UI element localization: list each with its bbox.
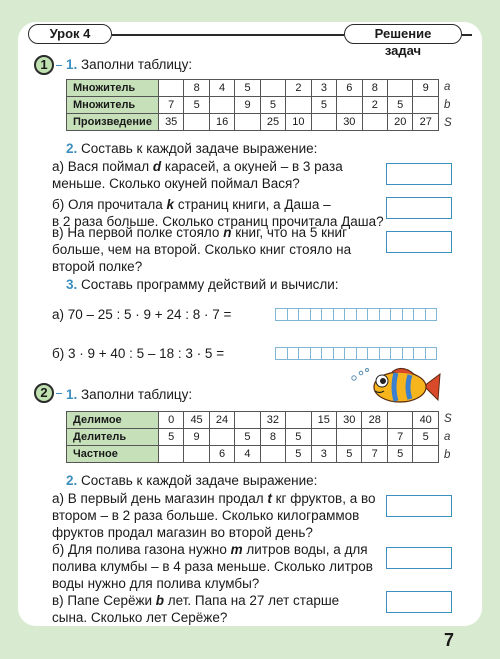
empty-cell[interactable]: [158, 80, 183, 97]
table-cell: 5: [286, 446, 311, 463]
table-cell: 0: [158, 412, 183, 429]
row-label: Частное: [67, 446, 159, 463]
empty-cell[interactable]: [260, 446, 285, 463]
empty-cell[interactable]: [286, 412, 311, 429]
table-cell: 5: [387, 97, 412, 114]
table-cell: 5: [387, 446, 412, 463]
empty-cell[interactable]: [209, 429, 234, 446]
row-suffix: S: [444, 413, 452, 425]
table-cell: 24: [209, 412, 234, 429]
table-cell: 9: [235, 97, 260, 114]
table-cell: 5: [413, 429, 439, 446]
empty-cell[interactable]: [235, 114, 260, 131]
table-cell: 5: [158, 429, 183, 446]
empty-cell[interactable]: [184, 446, 209, 463]
table-cell: 35: [158, 114, 183, 131]
fish-illustration: [348, 366, 442, 410]
empty-cell[interactable]: [311, 114, 336, 131]
row-label: Делимое: [67, 412, 159, 429]
table-cell: 9: [413, 80, 439, 97]
answer-grid-b[interactable]: [275, 347, 436, 360]
multiplication-table: [66, 79, 439, 131]
division-table: [66, 411, 439, 463]
row-suffix: a: [444, 431, 451, 443]
empty-cell[interactable]: [184, 114, 209, 131]
table-cell: 7: [158, 97, 183, 114]
answer-box-2a[interactable]: [386, 495, 452, 517]
table-cell: 2: [286, 80, 311, 97]
table-cell: 7: [362, 446, 387, 463]
table-cell: 7: [387, 429, 412, 446]
row-suffix: a: [444, 81, 451, 93]
answer-box-2c[interactable]: [386, 591, 452, 613]
table-cell: 28: [362, 412, 387, 429]
answer-box-1a[interactable]: [386, 163, 452, 185]
lesson-label: Урок 4: [28, 24, 112, 44]
table-cell: 16: [209, 114, 234, 131]
table-cell: 9: [184, 429, 209, 446]
sec2-problem-a: а) В первый день магазин продал t кг фруктов, а во втором – в 2 раза больше. Сколько килограммов фруктов продал магазин во второй день?: [52, 491, 376, 540]
grid-cell[interactable]: [425, 347, 438, 360]
page-number: 7: [444, 630, 455, 650]
table-cell: 10: [286, 114, 311, 131]
empty-cell[interactable]: [209, 97, 234, 114]
sec1-problem-a: а) Вася поймал d карасей, а окуней – в 3 раза меньше. Сколько окуней поймал Вася?: [52, 159, 343, 191]
row-label: Множитель: [67, 80, 159, 97]
table-cell: 3: [311, 80, 336, 97]
table-cell: 25: [260, 114, 285, 131]
empty-cell[interactable]: [362, 114, 387, 131]
table-cell: 5: [260, 97, 285, 114]
table-cell: 40: [413, 412, 439, 429]
table-cell: 3: [311, 446, 336, 463]
header-rule-end: [462, 34, 472, 36]
answer-box-1c[interactable]: [386, 231, 452, 253]
sec1-problem-b: б) Оля прочитала k страниц книги, а Даша – в 2 раза больше. Сколько страниц прочитала Даша?: [52, 197, 384, 229]
table-cell: 2: [362, 97, 387, 114]
table-cell: 8: [184, 80, 209, 97]
empty-cell[interactable]: [158, 446, 183, 463]
table-cell: 30: [337, 114, 362, 131]
empty-cell[interactable]: [235, 412, 260, 429]
table-row: [67, 80, 439, 97]
row-suffix: b: [444, 449, 451, 461]
section-2-dash: [56, 393, 62, 394]
sec1-task1-title: 1. Заполни таблицу:: [66, 57, 193, 72]
expression-a: а) 70 – 25 : 5 · 9 + 24 : 8 · 7 =: [52, 307, 232, 322]
table-cell: 15: [311, 412, 336, 429]
row-suffix: b: [444, 99, 451, 111]
table-cell: 8: [260, 429, 285, 446]
answer-box-1b[interactable]: [386, 197, 452, 219]
table-cell: 5: [286, 429, 311, 446]
table-cell: 30: [337, 412, 362, 429]
empty-cell[interactable]: [413, 97, 439, 114]
table-row: [67, 412, 439, 429]
empty-cell[interactable]: [260, 80, 285, 97]
empty-cell[interactable]: [387, 80, 412, 97]
expression-b: б) 3 · 9 + 40 : 5 – 18 : 3 · 5 =: [52, 346, 225, 361]
table-cell: 45: [184, 412, 209, 429]
grid-cell[interactable]: [425, 308, 438, 321]
empty-cell[interactable]: [337, 97, 362, 114]
answer-grid-a[interactable]: [275, 308, 436, 321]
empty-cell[interactable]: [286, 97, 311, 114]
header-rule: [112, 34, 344, 36]
row-suffix: S: [444, 117, 452, 129]
sec1-task2-title: 2. Составь к каждой задаче выражение:: [66, 141, 318, 156]
table-cell: 5: [235, 80, 260, 97]
sec2-task2-title: 2. Составь к каждой задаче выражение:: [66, 473, 318, 488]
table-cell: 5: [184, 97, 209, 114]
table-cell: 6: [209, 446, 234, 463]
section-2-badge: 2: [34, 383, 54, 403]
empty-cell[interactable]: [387, 412, 412, 429]
section-1-badge: 1: [34, 55, 54, 75]
table-cell: 5: [337, 446, 362, 463]
sec2-task1-title: 1. Заполни таблицу:: [66, 387, 193, 402]
topic-label: Решение задач: [344, 24, 462, 44]
table-cell: 5: [311, 97, 336, 114]
row-label: Произведение: [67, 114, 159, 131]
table-cell: 5: [235, 429, 260, 446]
table-cell: 20: [387, 114, 412, 131]
table-cell: 4: [209, 80, 234, 97]
row-label: Делитель: [67, 429, 159, 446]
table-cell: 27: [413, 114, 439, 131]
table-row: [67, 446, 439, 463]
table-cell: 6: [337, 80, 362, 97]
section-1-dash: [56, 65, 62, 66]
table-row: [67, 97, 439, 114]
sec2-problem-b: б) Для полива газона нужно m литров воды, а для полива клумбы – в 4 раза меньше. Сколько литров воды нужно для полива клумбы?: [52, 542, 373, 591]
table-row: [67, 114, 439, 131]
empty-cell[interactable]: [413, 446, 439, 463]
table-row: [67, 429, 439, 446]
answer-box-2b[interactable]: [386, 547, 452, 569]
table-cell: 32: [260, 412, 285, 429]
sec2-problem-c: в) Папе Серёжи b лет. Папа на 27 лет старше сына. Сколько лет Серёже?: [52, 593, 340, 625]
row-label: Множитель: [67, 97, 159, 114]
table-cell: 8: [362, 80, 387, 97]
empty-cell[interactable]: [337, 429, 362, 446]
sec1-task3-title: 3. Составь программу действий и вычисли:: [66, 277, 339, 292]
empty-cell[interactable]: [311, 429, 336, 446]
sec1-problem-c: в) На первой полке стояло n книг, что на 5 книг больше, чем на второй. Сколько книг стояло на второй полке?: [52, 225, 352, 274]
table-cell: 4: [235, 446, 260, 463]
empty-cell[interactable]: [362, 429, 387, 446]
